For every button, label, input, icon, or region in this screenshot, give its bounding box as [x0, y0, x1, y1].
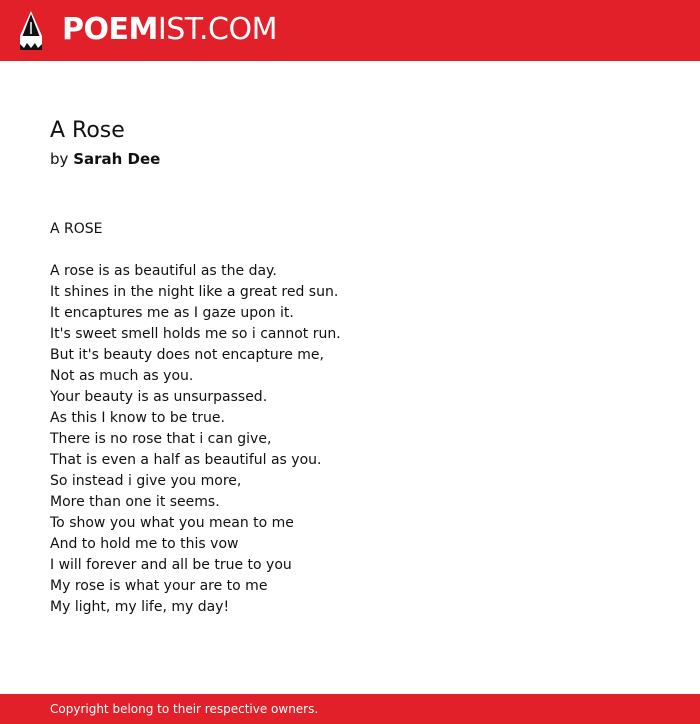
copyright-text: Copyright belong to their respective owners. [50, 702, 319, 716]
pen-nib-icon[interactable] [18, 10, 44, 51]
poem-line: There is no rose that i can give, [50, 431, 272, 447]
brand-light: IST.COM [157, 12, 277, 47]
poem-line: That is even a half as beautiful as you. [50, 452, 322, 468]
site-footer [0, 694, 700, 724]
poem-line: It shines in the night like a great red sun. [50, 284, 339, 300]
poem-line: I will forever and all be true to you [50, 557, 292, 573]
poem-title: A Rose [50, 118, 125, 143]
poem-line: And to hold me to this vow [50, 536, 239, 552]
poem-heading: A ROSE [50, 221, 103, 237]
site-logo[interactable] [62, 13, 277, 47]
poem-line: As this I know to be true. [50, 410, 225, 426]
poem-line: More than one it seems. [50, 494, 220, 510]
poem-line: Your beauty is as unsurpassed. [50, 389, 268, 405]
poem-line: It encaptures me as I gaze upon it. [50, 305, 294, 321]
stanza-spacer [50, 240, 341, 261]
poem-line: To show you what you mean to me [50, 515, 294, 531]
poem-line: My rose is what your are to me [50, 578, 268, 594]
poem-line: A rose is as beautiful as the day. [50, 263, 277, 279]
site-header [0, 0, 700, 61]
brand-bold: POEM [62, 12, 158, 47]
poem-line: Not as much as you. [50, 368, 194, 384]
poem-line: But it's beauty does not encapture me, [50, 347, 324, 363]
author-link[interactable]: Sarah Dee [73, 150, 161, 168]
poem-line: My light, my life, my day! [50, 599, 230, 615]
by-label: by [50, 150, 69, 168]
byline [50, 149, 160, 169]
poem-body [50, 219, 341, 618]
poem-line: It's sweet smell holds me so i cannot run. [50, 326, 341, 342]
poem-line: So instead i give you more, [50, 473, 242, 489]
